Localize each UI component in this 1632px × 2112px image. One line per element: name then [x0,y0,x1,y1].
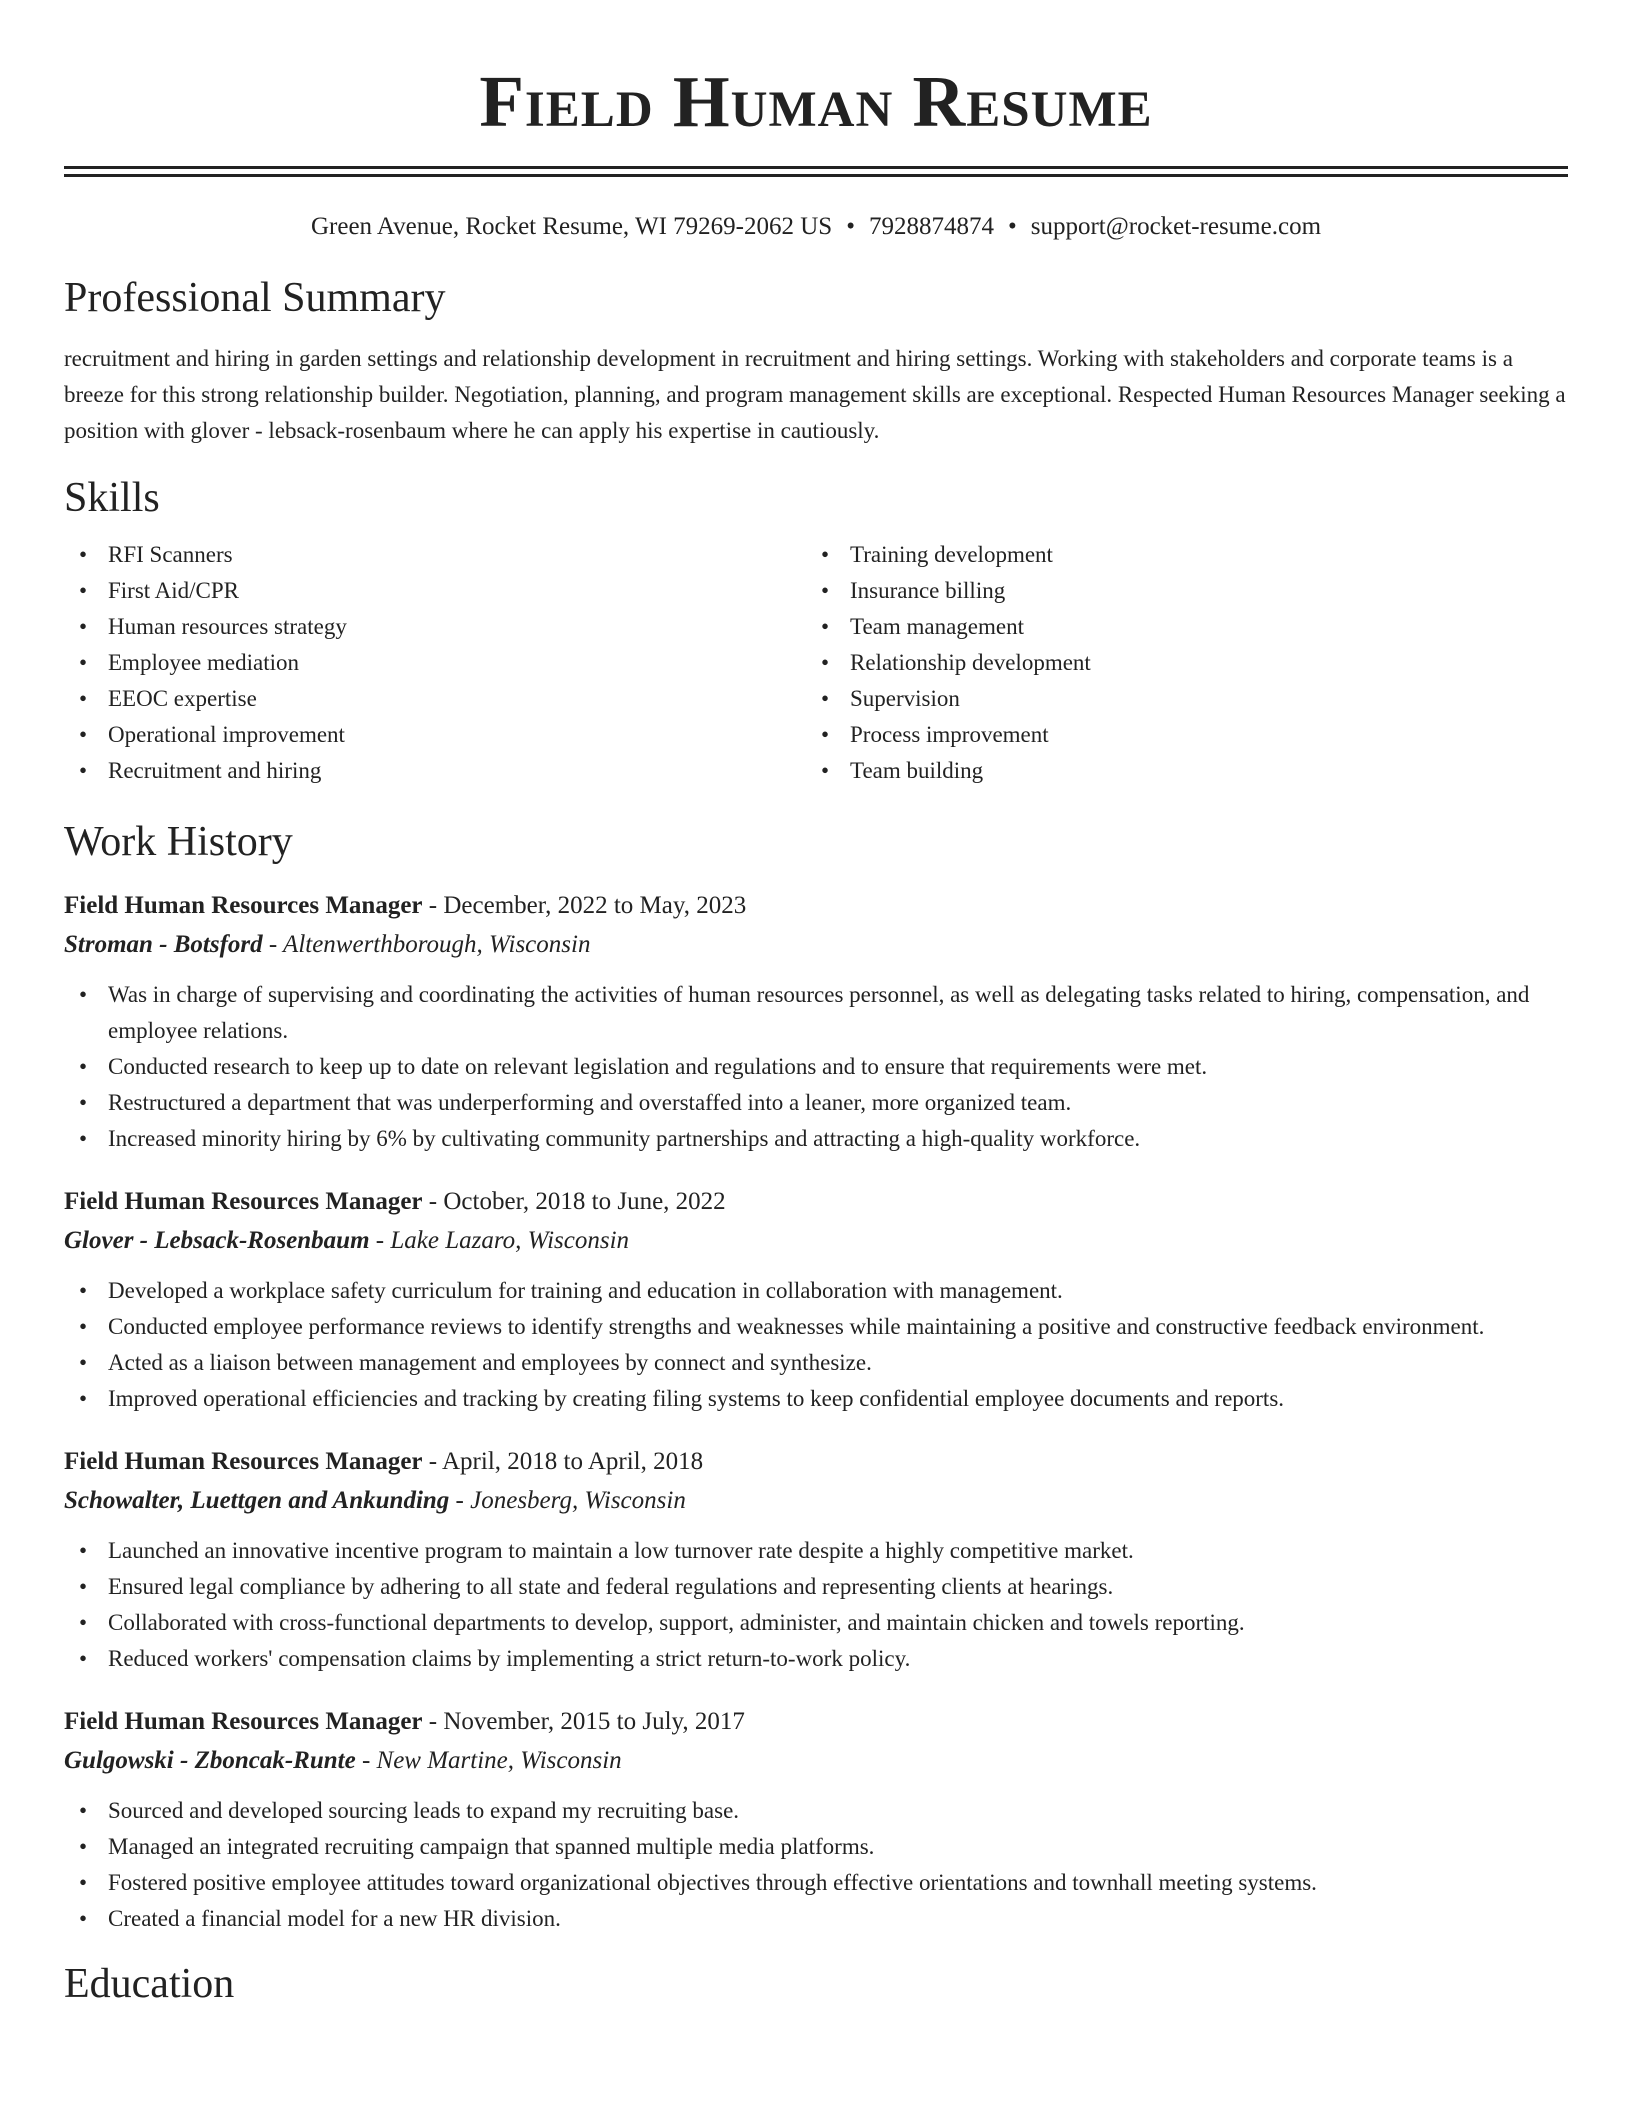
list-item-text: Sourced and developed sourcing leads to expand my recruiting base. [108,1798,740,1823]
list-item-text: Developed a workplace safety curriculum for training and education in collaboration with management. [108,1278,1063,1303]
job-title: Field Human Resources Manager [64,1708,423,1735]
list-item [64,1569,1568,1605]
job-title: Field Human Resources Manager [64,1188,423,1215]
bullet-icon: • [821,722,830,747]
company-name: Stroman - Botsford [64,931,263,958]
list-item [806,573,1548,609]
bullet-icon: • [821,686,830,711]
list-item [64,1309,1568,1345]
contact-separator: • [1007,213,1017,240]
list-item [64,1865,1568,1901]
bullet-icon: • [79,578,88,603]
company-location: - New Martine, Wisconsin [355,1747,622,1774]
education-heading: Education [64,1961,235,2007]
list-item [64,1345,1568,1381]
list-item-text: Launched an innovative incentive program to maintain a low turnover rate despite a highly competitive market. [108,1538,1134,1563]
list-item-text: Supervision [850,686,960,711]
bullet-icon: • [79,1054,88,1079]
contact-line [64,211,1568,243]
list-item-text: Human resources strategy [108,614,347,639]
company-line [64,1221,1568,1261]
list-item-text: Reduced workers' compensation claims by implementing a strict return-to-work policy. [108,1646,911,1671]
contact-separator: • [846,213,855,240]
list-item [64,537,806,573]
list-item [64,1273,1568,1309]
list-item [806,753,1548,789]
bullet-icon: • [79,982,88,1007]
bullet-icon: • [79,1538,88,1563]
work-history-list [64,887,1568,1937]
job-title-line [64,1703,1568,1741]
bullet-icon: • [79,1906,88,1931]
list-item-text: Ensured legal compliance by adhering to all state and federal regulations and representing clients at hearings. [108,1574,1114,1599]
job-duties [64,977,1568,1157]
job-title-line [64,887,1568,925]
list-item-text: Acted as a liaison between management and employees by connect and synthesize. [108,1350,872,1375]
bullet-icon: • [79,686,88,711]
list-item [64,1085,1568,1121]
list-item-text: Relationship development [850,650,1091,675]
company-name: Glover - Lebsack-Rosenbaum [64,1227,370,1254]
job-duties [64,1273,1568,1417]
list-item-text: Training development [850,542,1053,567]
skills-column-right [806,537,1548,789]
bullet-icon: • [79,542,88,567]
list-item [64,717,806,753]
job-duties [64,1533,1568,1677]
list-item [64,1381,1568,1417]
work-history-heading: Work History [64,819,293,865]
list-item-text: Created a financial model for a new HR division. [108,1906,561,1931]
job-duties [64,1793,1568,1937]
company-name: Schowalter, Luettgen and Ankunding [64,1487,450,1514]
bullet-icon: • [79,1646,88,1671]
job-title-line [64,1443,1568,1481]
bullet-icon: • [79,1870,88,1895]
job-entry [64,1443,1568,1677]
job-entry [64,1703,1568,1937]
contact-email[interactable]: support@rocket-resume.com [1030,213,1322,240]
list-item [64,573,806,609]
list-item [64,753,806,789]
company-location: - Lake Lazaro, Wisconsin [369,1227,630,1254]
bullet-icon: • [79,1278,88,1303]
job-dates: - November, 2015 to July, 2017 [422,1708,745,1735]
company-name: Gulgowski - Zboncak-Runte [64,1747,356,1774]
summary-heading: Professional Summary [64,275,446,321]
company-line [64,1741,1568,1781]
list-item [64,681,806,717]
job-title-line [64,1183,1568,1221]
list-item-text: Restructured a department that was underperforming and overstaffed into a leaner, more organized team. [108,1090,1072,1115]
list-item-text: Conducted employee performance reviews to identify strengths and weaknesses while maintaining a positive and constructive feedback environment. [108,1314,1485,1339]
list-item-text: Employee mediation [108,650,299,675]
job-dates: - April, 2018 to April, 2018 [422,1448,704,1475]
job-dates: - December, 2022 to May, 2023 [422,892,747,919]
list-item [64,645,806,681]
list-item [806,681,1548,717]
bullet-icon: • [79,1314,88,1339]
list-item-text: Insurance billing [850,578,1006,603]
list-item-text: First Aid/CPR [108,578,240,603]
list-item [64,1641,1568,1677]
list-item-text: Team building [850,758,984,783]
list-item [64,1121,1568,1157]
company-location: - Jonesberg, Wisconsin [449,1487,686,1514]
list-item [64,1901,1568,1937]
bullet-icon: • [79,1126,88,1151]
contact-phone: 7928874874 [868,213,994,240]
bullet-icon: • [821,578,830,603]
list-item-text: Process improvement [850,722,1049,747]
list-item-text: EEOC expertise [108,686,257,711]
company-line [64,925,1568,965]
list-item [64,1049,1568,1085]
list-item-text: Recruitment and hiring [108,758,322,783]
list-item-text: Collaborated with cross-functional departments to develop, support, administer, and maintain chicken and towels reporting. [108,1610,1245,1635]
list-item [64,1605,1568,1641]
list-item-text: Fostered positive employee attitudes toward organizational objectives through effective orientations and townhall meeting systems. [108,1870,1317,1895]
company-line [64,1481,1568,1521]
bullet-icon: • [79,614,88,639]
bullet-icon: • [79,650,88,675]
bullet-icon: • [79,1798,88,1823]
bullet-icon: • [79,1386,88,1411]
bullet-icon: • [821,614,830,639]
title-double-rule [64,166,1568,177]
summary-text: recruitment and hiring in garden settings and relationship development in recruitment and hiring settings. Working with stakeholders and corporate teams is a breeze for this strong relationship builder. Negotiation, planning, and program management skills are exceptional. Respected Human Resources Manager seeking a position with glover - lebsack-rosenbaum where he can apply his expertise in cautiously. [64,346,1566,443]
bullet-icon: • [821,758,830,783]
list-item-text: Increased minority hiring by 6% by cultivating community partnerships and attracting a high-quality workforce. [108,1126,1141,1151]
job-title: Field Human Resources Manager [64,892,423,919]
bullet-icon: • [79,1574,88,1599]
list-item [806,717,1548,753]
list-item [806,609,1548,645]
skills-heading: Skills [64,475,160,521]
list-item-text: Team management [850,614,1025,639]
job-entry [64,887,1568,1157]
bullet-icon: • [79,1834,88,1859]
list-item-text: Improved operational efficiencies and tracking by creating filing systems to keep confidential employee documents and reports. [108,1386,1285,1411]
skills-column-left [64,537,806,789]
contact-address: Green Avenue, Rocket Resume, WI 79269-2062 US [310,213,833,240]
resume-title: Field Human Resume [479,61,1153,142]
job-dates: - October, 2018 to June, 2022 [422,1188,726,1215]
list-item [806,537,1548,573]
bullet-icon: • [821,542,830,567]
list-item-text: RFI Scanners [108,542,233,567]
resume-page [64,0,1568,2009]
job-title: Field Human Resources Manager [64,1448,423,1475]
list-item [64,1533,1568,1569]
skills-list [64,537,1568,789]
list-item [64,977,1568,1049]
bullet-icon: • [79,1610,88,1635]
list-item-text: Conducted research to keep up to date on relevant legislation and regulations and to ensure that requirements were met. [108,1054,1208,1079]
list-item-text: Was in charge of supervising and coordinating the activities of human resources personnel, as well as delegating tasks related to hiring, compensation, and employee relations. [108,982,1530,1043]
bullet-icon: • [821,650,830,675]
bullet-icon: • [79,1350,88,1375]
list-item-text: Managed an integrated recruiting campaign that spanned multiple media platforms. [108,1834,875,1859]
job-entry [64,1183,1568,1417]
list-item [806,645,1548,681]
list-item-text: Operational improvement [108,722,345,747]
list-item [64,1829,1568,1865]
bullet-icon: • [79,1090,88,1115]
list-item [64,609,806,645]
bullet-icon: • [79,758,88,783]
bullet-icon: • [79,722,88,747]
company-location: - Altenwerthborough, Wisconsin [262,931,591,958]
list-item [64,1793,1568,1829]
